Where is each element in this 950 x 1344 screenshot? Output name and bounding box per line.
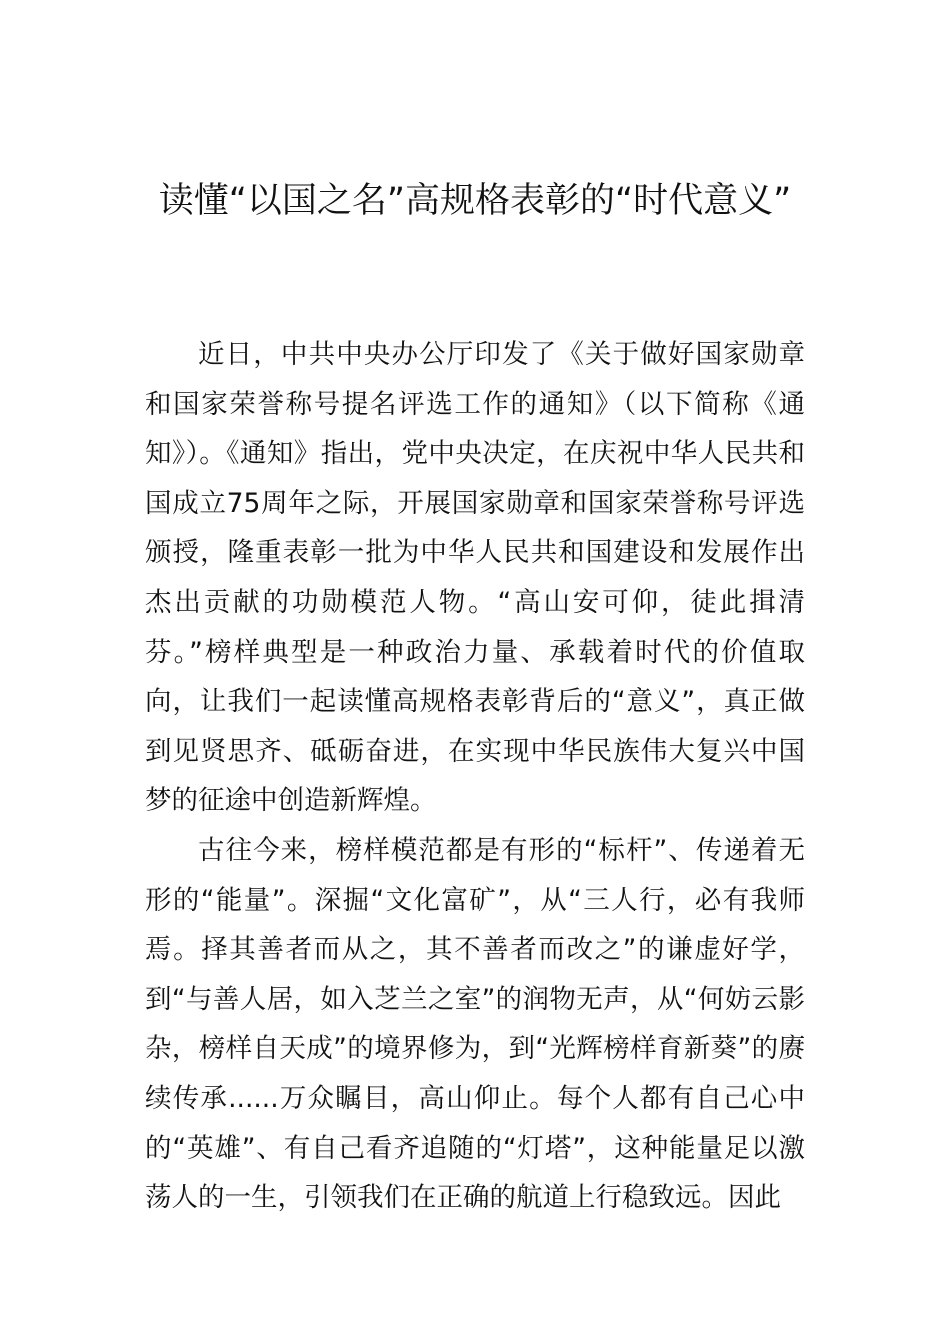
paragraph-1: 近日，中共中央办公厅印发了《关于做好国家勋章和国家荣誉称号提名评选工作的通知》（以下简称《通知》）。《通知》指出，党中央决定，在庆祝中华人民共和国成立75周年之际，开展国家勋章和国家荣誉称号评选颁授，隆重表彰一批为中华人民共和国建设和发展作出杰出贡献的功勋模范人物。“高山安可仰，徒此揖清芬。”榜样典型是一种政治力量、承载着时代的价值取向，让我们一起读懂高规格表彰背后的“意义”，真正做到见贤思齐、砥砺奋进，在实现中华民族伟大复兴中国梦的征途中创造新辉煌。 (145, 339, 805, 817)
document-title: 读懂“以国之名”高规格表彰的“时代意义” (158, 181, 792, 221)
paragraph-2: 古往今来，榜样模范都是有形的“标杆”、传递着无形的“能量”。深掘“文化富矿”，从“三人行，必有我师焉。择其善者而从之，其不善者而改之”的谦虚好学，到“与善人居，如入芝兰之室”的润物无声，从“何妨云影杂，榜样自天成”的境界修为，到“光辉榜样育新葵”的赓续传承......万众瞩目，高山仰止。每个人都有自己心中的“英雄”、有自己看齐追随的“灯塔”，这种能量足以激荡人的一生，引领我们在正确的航道上行稳致远。因此 (145, 834, 805, 1214)
document-body (145, 330, 805, 1223)
